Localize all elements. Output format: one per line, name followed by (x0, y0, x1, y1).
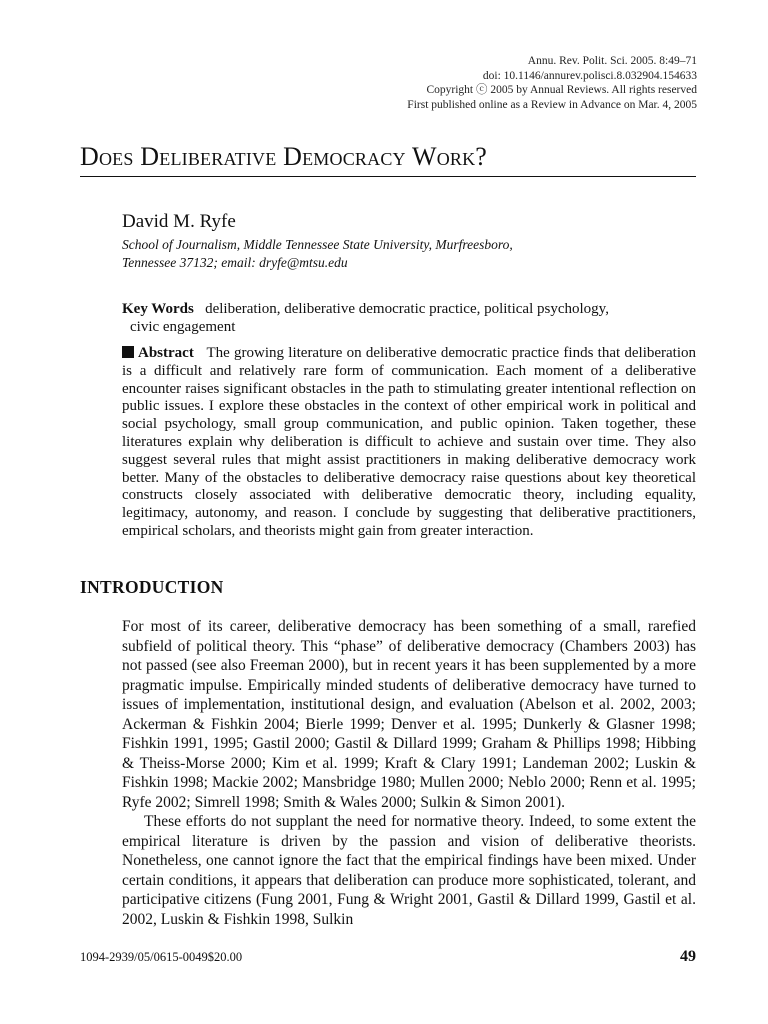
page-footer (80, 948, 696, 966)
paragraph: These efforts do not supplant the need for normative theory. Indeed, to some extent the empirical literature is driven by the passion and vision of deliberative theorists. Nonetheless, one cannot ignore the fact that the empirical findings have been mixed. Under certain conditions, it appears that deliberation can produce more sophisticated, tolerant, and participative citizens (Fung 2001, Fung & Wright 2001, Gastil & Dillard 1999, Gastil et al. 2002, Luskin & Fishkin 1998, Sulkin (122, 813, 696, 928)
doi: doi: 10.1146/annurev.polisci.8.032904.154633 (482, 69, 697, 82)
copyright: Copyright ⓒ 2005 by Annual Reviews. All rights reserved (426, 84, 697, 96)
body-text (122, 617, 696, 929)
page-number: 49 (680, 948, 696, 965)
abstract-text: The growing literature on deliberative democratic practice finds that deliberation is a difficult and relatively rare form of communication. Each moment of a deliberative encounter raises significant obstacles in the path to stimulating greater intentional reflection on public issues. I explore these obstacles in the context of other empirical work in political and social psychology, small group communication, and public opinion. Taken together, these literatures explain why deliberation is difficult to achieve and sustain over time. They also suggest several rules that might assist practitioners in making deliberative democracy work better. Many of the obstacles to deliberative democracy raise questions about key theoretical constructs closely associated with deliberative democratic theory, including equality, legitimacy, autonomy, and reason. I conclude by suggesting that deliberative practitioners, empirical scholars, and theorists might gain from greater interaction. (122, 345, 697, 539)
keywords-label: Key Words (122, 301, 194, 317)
paragraph: For most of its career, deliberative democracy has been something of a small, rarefied subfield of political theory. This “phase” of deliberative democracy (Chambers 2003) has not passed (see also Freeman 2000), but in recent years it has been supplemented by a more pragmatic impulse. Empirically minded students of deliberative democracy have turned to issues of implementation, institutional design, and evaluation (Abelson et al. 2002, 2003; Ackerman & Fishkin 2004; Bierle 1999; Denver et al. 1995; Dunkerly & Glasner 1998; Fishkin 1991, 1995; Gastil 2000; Gastil & Dillard 1999; Graham & Phillips 1998; Hibbing & Theiss-Morse 2000; Kim et al. 1999; Kraft & Clary 1991; Landeman 2002; Luskin & Fishkin 1998; Mackie 2002; Mansbridge 1980; Mullen 2000; Neblo 2000; Renn et al. 1995; Ryfe 2002; Simrell 1998; Smith & Wales 2000; Sulkin & Simon 2001). (122, 618, 696, 811)
square-bullet-icon (122, 346, 134, 358)
abstract (122, 345, 696, 541)
section-heading: INTRODUCTION (80, 577, 224, 597)
keywords-text-continued: civic engagement (130, 319, 236, 335)
author-block (122, 210, 696, 272)
keywords (122, 300, 696, 336)
journal-citation: Annu. Rev. Polit. Sci. 2005. 8:49–71 (527, 55, 697, 67)
author-name: David M. Ryfe (122, 211, 236, 232)
affiliation-line: Tennessee 37132; email: dryfe@mtsu.edu (122, 255, 348, 270)
author-affiliation (122, 236, 696, 272)
abstract-label: Abstract (138, 345, 194, 361)
affiliation-line: School of Journalism, Middle Tennessee State University, Murfreesboro, (122, 237, 513, 252)
keywords-text: deliberation, deliberative democratic practice, political psychology, (205, 301, 609, 317)
issn-price: 1094-2939/05/0615-0049$20.00 (80, 950, 243, 964)
article-title: Does Deliberative Democracy Work? (80, 140, 696, 177)
journal-metadata (407, 54, 697, 112)
publication-date: First published online as a Review in Advance on Mar. 4, 2005 (407, 98, 697, 111)
